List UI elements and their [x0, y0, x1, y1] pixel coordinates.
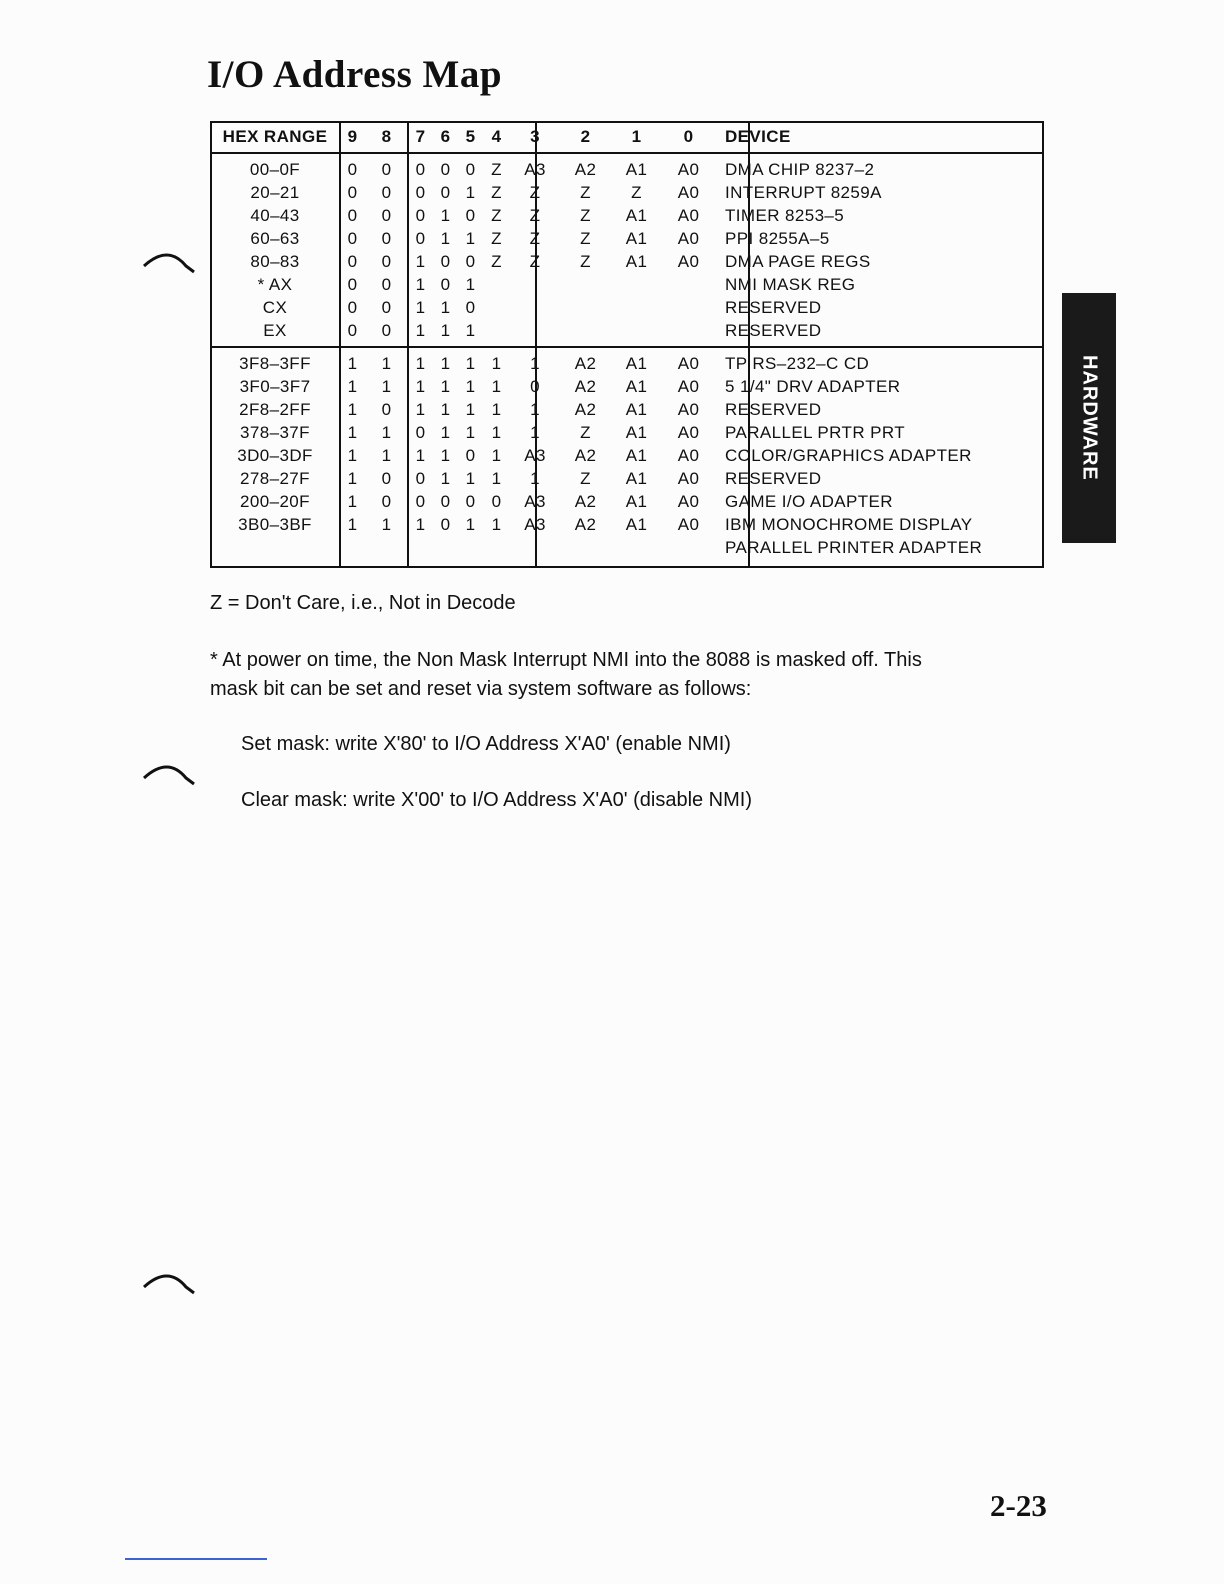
bit-cell: 0	[381, 469, 392, 488]
bit-cell: 0	[347, 321, 358, 340]
device-cell: COLOR/GRAPHICS ADAPTER	[725, 446, 972, 465]
bit-cell: 0	[440, 492, 451, 511]
bit-cell: 0	[347, 229, 358, 248]
hex-range-cell: 2F8–2FF	[239, 400, 311, 419]
bit-cell: 1	[440, 469, 451, 488]
bit-cell: 1	[465, 423, 476, 442]
column-divider	[339, 121, 341, 568]
table-row	[210, 181, 1044, 204]
bit-cell: 1	[381, 515, 392, 534]
bit-cell	[483, 273, 510, 296]
bit-cell: 1	[440, 321, 451, 340]
bit-cell: 1	[465, 377, 476, 396]
hex-range-cell: 60–63	[250, 229, 300, 248]
hex-range-cell: 40–43	[250, 206, 300, 225]
bit-cell: A0	[677, 400, 700, 419]
device-cell: RESERVED	[725, 400, 822, 419]
header-bit-8: 8	[365, 121, 408, 153]
bit-cell: 1	[530, 469, 540, 488]
bit-cell: Z	[529, 206, 541, 225]
table-row	[210, 536, 1044, 563]
bit-cell: 1	[415, 377, 426, 396]
table-row	[210, 490, 1044, 513]
table-row	[210, 227, 1044, 250]
binder-hole-mark-icon	[140, 244, 200, 284]
bit-cell: 0	[415, 423, 426, 442]
bit-cell: 1	[347, 469, 358, 488]
bit-cell	[483, 296, 510, 319]
bit-cell	[611, 296, 662, 319]
header-bit-5: 5	[458, 121, 483, 153]
bit-cell: 0	[381, 298, 392, 317]
bit-cell: 0	[415, 229, 426, 248]
bit-cell	[340, 536, 365, 563]
bit-cell: 1	[347, 515, 358, 534]
bit-cell: A0	[677, 229, 700, 248]
bit-cell: 0	[440, 515, 451, 534]
bit-cell: 1	[465, 229, 476, 248]
header-bit-6: 6	[433, 121, 458, 153]
bit-cell: A0	[677, 183, 700, 202]
table-row	[210, 296, 1044, 319]
bit-cell	[662, 273, 715, 296]
bit-cell	[433, 536, 458, 563]
bit-cell: A0	[677, 469, 700, 488]
page-title: I/O Address Map	[207, 53, 503, 96]
bit-cell	[662, 536, 715, 563]
table-header-row	[210, 121, 1044, 153]
bit-cell: 0	[440, 275, 451, 294]
bit-cell: 0	[347, 252, 358, 271]
nmi-note-line1: * At power on time, the Non Mask Interrupt NMI into the 8088 is masked off. This	[210, 649, 922, 671]
bit-cell: A3	[524, 515, 546, 534]
bit-cell: 1	[415, 446, 426, 465]
hex-range-cell: 3F0–3F7	[239, 377, 311, 396]
bit-cell: 0	[381, 252, 392, 271]
bit-cell: A0	[677, 423, 700, 442]
bit-cell: 1	[415, 275, 426, 294]
bit-cell: 1	[458, 347, 483, 375]
bit-cell: 1	[440, 377, 451, 396]
bit-cell: A0	[662, 347, 715, 375]
hex-range-cell: 20–21	[250, 183, 300, 202]
device-cell: RESERVED	[725, 469, 822, 488]
footer-rule	[125, 1558, 267, 1560]
bit-cell: Z	[580, 183, 591, 202]
bit-cell: Z	[491, 252, 502, 271]
bit-cell: 1	[440, 229, 451, 248]
bit-cell: 1	[510, 347, 560, 375]
bit-cell: 1	[347, 423, 358, 442]
bit-cell: 1	[415, 515, 426, 534]
header-bit-2: 2	[560, 121, 611, 153]
bit-cell	[365, 536, 408, 563]
bit-cell: A2	[574, 377, 597, 396]
header-bit-4: 4	[483, 121, 510, 153]
bit-cell: 1	[491, 400, 502, 419]
bit-cell: 0	[381, 229, 392, 248]
bit-cell	[611, 319, 662, 347]
bit-cell: Z	[631, 183, 642, 202]
clear-mask-note: Clear mask: write X'00' to I/O Address X'A0' (disable NMI)	[241, 789, 753, 811]
bit-cell: 1	[415, 252, 426, 271]
bit-cell	[560, 296, 611, 319]
bit-cell: A1	[625, 229, 648, 248]
bit-cell: 1	[415, 298, 426, 317]
bit-cell: 1	[415, 400, 426, 419]
bit-cell: 1	[483, 347, 510, 375]
table-row	[210, 375, 1044, 398]
bit-cell: A2	[574, 400, 597, 419]
bit-cell	[483, 319, 510, 347]
hex-range-cell: 3D0–3DF	[237, 446, 313, 465]
device-cell: TP RS–232–C CD	[715, 347, 1044, 375]
section-tab-label: HARDWARE	[1078, 355, 1101, 481]
bit-cell: 0	[347, 275, 358, 294]
bit-cell: Z	[580, 252, 591, 271]
bit-cell: A3	[524, 492, 546, 511]
bit-cell: 0	[465, 252, 476, 271]
hex-range-cell: 00–0F	[249, 160, 301, 179]
bit-cell: 1	[347, 446, 358, 465]
bit-cell: A1	[611, 347, 662, 375]
bit-cell: 0	[381, 492, 392, 511]
table-row	[210, 319, 1044, 347]
bit-cell: 1	[530, 400, 540, 419]
bit-cell: 1	[465, 400, 476, 419]
table-row	[210, 398, 1044, 421]
bit-cell: 0	[381, 321, 392, 340]
bit-cell: Z	[580, 206, 591, 225]
bit-cell: 0	[415, 492, 426, 511]
bit-cell: 1	[491, 423, 502, 442]
header-bit-1: 1	[611, 121, 662, 153]
binder-hole-mark-icon	[140, 756, 200, 796]
header-hex-range: HEX RANGE	[210, 121, 340, 153]
bit-cell	[560, 273, 611, 296]
bit-cell: 1	[340, 347, 365, 375]
bit-cell: A1	[625, 400, 648, 419]
device-cell: NMI MASK REG	[725, 275, 856, 294]
bit-cell	[662, 296, 715, 319]
table-row	[210, 347, 1044, 375]
table-row	[210, 467, 1044, 490]
bit-cell: 0	[465, 492, 476, 511]
bit-cell: A0	[677, 446, 700, 465]
column-divider	[407, 121, 409, 568]
bit-cell: 0	[491, 492, 502, 511]
hex-range-cell: 278–27F	[240, 469, 310, 488]
bit-cell: A0	[677, 252, 700, 271]
bit-cell	[611, 536, 662, 563]
bit-cell: A1	[625, 160, 648, 179]
bit-cell: A1	[625, 377, 648, 396]
table-row	[210, 250, 1044, 273]
bit-cell: 1	[408, 347, 433, 375]
bit-cell	[560, 319, 611, 347]
bit-cell: A2	[574, 160, 597, 179]
device-cell: INTERRUPT 8259A	[725, 183, 882, 202]
bit-cell: 0	[465, 446, 476, 465]
bit-cell: 0	[381, 275, 392, 294]
bit-cell: A1	[625, 206, 648, 225]
bit-cell: Z	[529, 252, 541, 271]
device-cell: RESERVED	[725, 321, 822, 340]
device-cell: DMA PAGE REGS	[725, 252, 871, 271]
hex-range-cell: 378–37F	[240, 423, 310, 442]
bit-cell: 1	[530, 423, 540, 442]
bit-cell: A3	[524, 446, 546, 465]
bit-cell: Z	[491, 183, 502, 202]
bit-cell: 1	[347, 377, 358, 396]
header-bit-7: 7	[408, 121, 433, 153]
hex-range-cell: 3F8–3FF	[210, 347, 340, 375]
header-bit-0: 0	[662, 121, 715, 153]
device-cell: PPI 8255A–5	[725, 229, 830, 248]
bit-cell: A1	[625, 515, 648, 534]
table-row	[210, 273, 1044, 296]
table-row	[210, 444, 1044, 467]
set-mask-note: Set mask: write X'80' to I/O Address X'A0' (enable NMI)	[241, 733, 731, 755]
bit-cell: 1	[465, 469, 476, 488]
bit-cell: 1	[440, 206, 451, 225]
bit-cell: 1	[433, 347, 458, 375]
bit-cell: 1	[465, 515, 476, 534]
bit-cell: 0	[415, 469, 426, 488]
table-row	[210, 513, 1044, 536]
bit-cell: 0	[415, 160, 426, 179]
bit-cell	[662, 319, 715, 347]
bit-cell: A0	[677, 492, 700, 511]
bit-cell: A2	[574, 446, 597, 465]
bit-cell: 1	[440, 446, 451, 465]
bit-cell: A0	[677, 377, 700, 396]
bit-cell	[458, 536, 483, 563]
device-cell: TIMER 8253–5	[725, 206, 845, 225]
device-cell: PARALLEL PRINTER ADAPTER	[725, 538, 983, 557]
bit-cell: 1	[491, 446, 502, 465]
bit-cell: 0	[347, 183, 358, 202]
bit-cell: 0	[440, 183, 451, 202]
hex-range-cell	[210, 536, 340, 563]
bit-cell: 1	[381, 423, 392, 442]
bit-cell: 1	[465, 183, 476, 202]
bit-cell: 1	[440, 423, 451, 442]
bit-cell: A1	[625, 252, 648, 271]
legend-note: Z = Don't Care, i.e., Not in Decode	[210, 592, 516, 614]
bit-cell: A0	[677, 206, 700, 225]
bit-cell: 0	[347, 206, 358, 225]
bit-cell: 1	[465, 321, 476, 340]
bit-cell: 0	[381, 206, 392, 225]
bit-cell	[483, 536, 510, 563]
bit-cell	[408, 536, 433, 563]
bit-cell: A1	[625, 446, 648, 465]
bit-cell: A2	[560, 347, 611, 375]
bit-cell: 1	[440, 298, 451, 317]
bit-cell: 1	[465, 275, 476, 294]
bit-cell: 1	[365, 347, 408, 375]
bit-cell: 1	[491, 515, 502, 534]
bit-cell: 0	[415, 183, 426, 202]
bit-cell: 1	[440, 400, 451, 419]
hex-range-cell: CX	[262, 298, 288, 317]
bit-cell: 0	[440, 160, 451, 179]
bit-cell: 1	[381, 377, 392, 396]
bit-cell: 0	[381, 400, 392, 419]
nmi-note-line2: mask bit can be set and reset via system software as follows:	[210, 678, 752, 700]
device-cell: DMA CHIP 8237–2	[725, 160, 875, 179]
bit-cell: 0	[440, 252, 451, 271]
device-cell: PARALLEL PRTR PRT	[725, 423, 906, 442]
bit-cell: 1	[381, 446, 392, 465]
table-row	[210, 204, 1044, 227]
page-number: 2-23	[990, 1488, 1047, 1523]
header-bit-9: 9	[340, 121, 365, 153]
hex-range-cell: EX	[263, 321, 287, 340]
bit-cell: 1	[415, 321, 426, 340]
bit-cell: 0	[415, 206, 426, 225]
hex-range-cell: 3B0–3BF	[238, 515, 312, 534]
table-row	[210, 153, 1044, 181]
io-address-table	[210, 121, 1044, 563]
section-tab	[1062, 293, 1116, 543]
column-divider	[748, 121, 750, 568]
bit-cell: Z	[491, 206, 502, 225]
device-cell: 5 1/4" DRV ADAPTER	[725, 377, 901, 396]
bit-cell: Z	[491, 229, 502, 248]
bit-cell: 1	[347, 400, 358, 419]
bit-cell: A1	[625, 492, 648, 511]
bit-cell: Z	[529, 229, 541, 248]
bit-cell: 0	[381, 160, 392, 179]
bit-cell: 0	[347, 160, 358, 179]
bit-cell	[560, 536, 611, 563]
table-row	[210, 421, 1044, 444]
bit-cell: Z	[529, 183, 541, 202]
binder-hole-mark-icon	[140, 1265, 200, 1305]
device-cell: IBM MONOCHROME DISPLAY	[725, 515, 973, 534]
header-bit-3: 3	[510, 121, 560, 153]
device-cell: RESERVED	[725, 298, 822, 317]
hex-range-cell: 200–20F	[240, 492, 310, 511]
bit-cell: 0	[465, 298, 476, 317]
header-device: DEVICE	[715, 121, 1044, 153]
table-body	[210, 153, 1044, 563]
bit-cell: 0	[530, 377, 540, 396]
bit-cell: Z	[491, 160, 502, 179]
bit-cell: Z	[580, 229, 591, 248]
bit-cell: A1	[625, 423, 648, 442]
bit-cell: Z	[580, 423, 591, 442]
bit-cell: 0	[465, 160, 476, 179]
device-cell: GAME I/O ADAPTER	[725, 492, 893, 511]
column-divider	[535, 121, 537, 568]
bit-cell: A0	[677, 515, 700, 534]
bit-cell: Z	[580, 469, 591, 488]
bit-cell: A1	[625, 469, 648, 488]
bit-cell	[611, 273, 662, 296]
bit-cell: 0	[465, 206, 476, 225]
bit-cell: 0	[347, 298, 358, 317]
bit-cell: 0	[381, 183, 392, 202]
bit-cell: 1	[491, 469, 502, 488]
bit-cell: 1	[347, 492, 358, 511]
bit-cell: A0	[677, 160, 700, 179]
bit-cell: 1	[491, 377, 502, 396]
bit-cell: A2	[574, 492, 597, 511]
hex-range-cell: 80–83	[250, 252, 300, 271]
bit-cell: A3	[524, 160, 546, 179]
bit-cell: A2	[574, 515, 597, 534]
hex-range-cell: * AX	[257, 275, 293, 294]
